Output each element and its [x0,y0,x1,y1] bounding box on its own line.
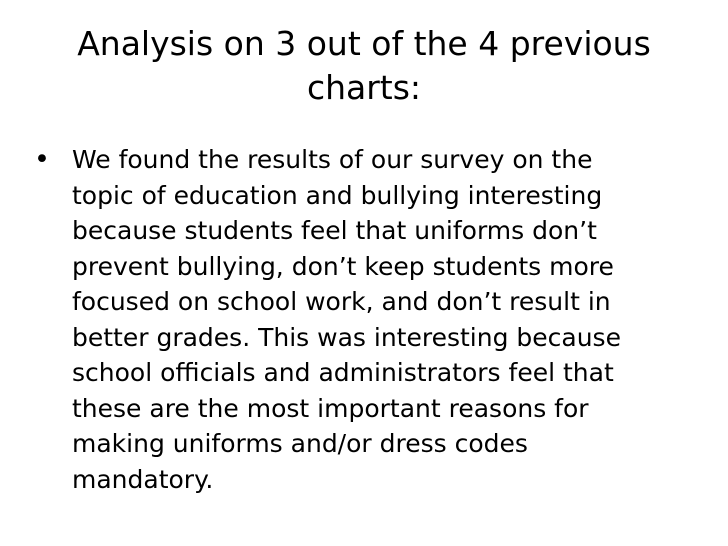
bullet-line-7: school officials and administrators feel that [72,358,614,387]
bullet-line-4: prevent bullying, don’t keep students more [72,251,614,281]
bullet-line-2: topic of education and bullying interesting [72,180,603,210]
bullet-line-6: better grades. This was interesting because [72,322,621,352]
bullet-item [34,142,694,497]
bullet-line-8: these are the most important reasons for [72,393,589,423]
bullet-dot-icon: • [34,144,50,175]
bullet-line-10: mandatory. [72,464,214,494]
slide-title-line-2: charts: [306,68,422,107]
bullet-paragraph [72,142,694,497]
bullet-list [34,142,694,497]
bullet-line-9: making uniforms and/or dress codes [72,429,528,458]
bullet-line-3: because students feel that uniforms don’t [72,216,597,245]
slide-title-line-1: Analysis on 3 out of the 4 previous [77,24,651,63]
slide-title [60,22,668,110]
bullet-line-1: We found the results of our survey on the [72,145,593,174]
bullet-line-5: focused on school work, and don’t result in [72,287,611,316]
